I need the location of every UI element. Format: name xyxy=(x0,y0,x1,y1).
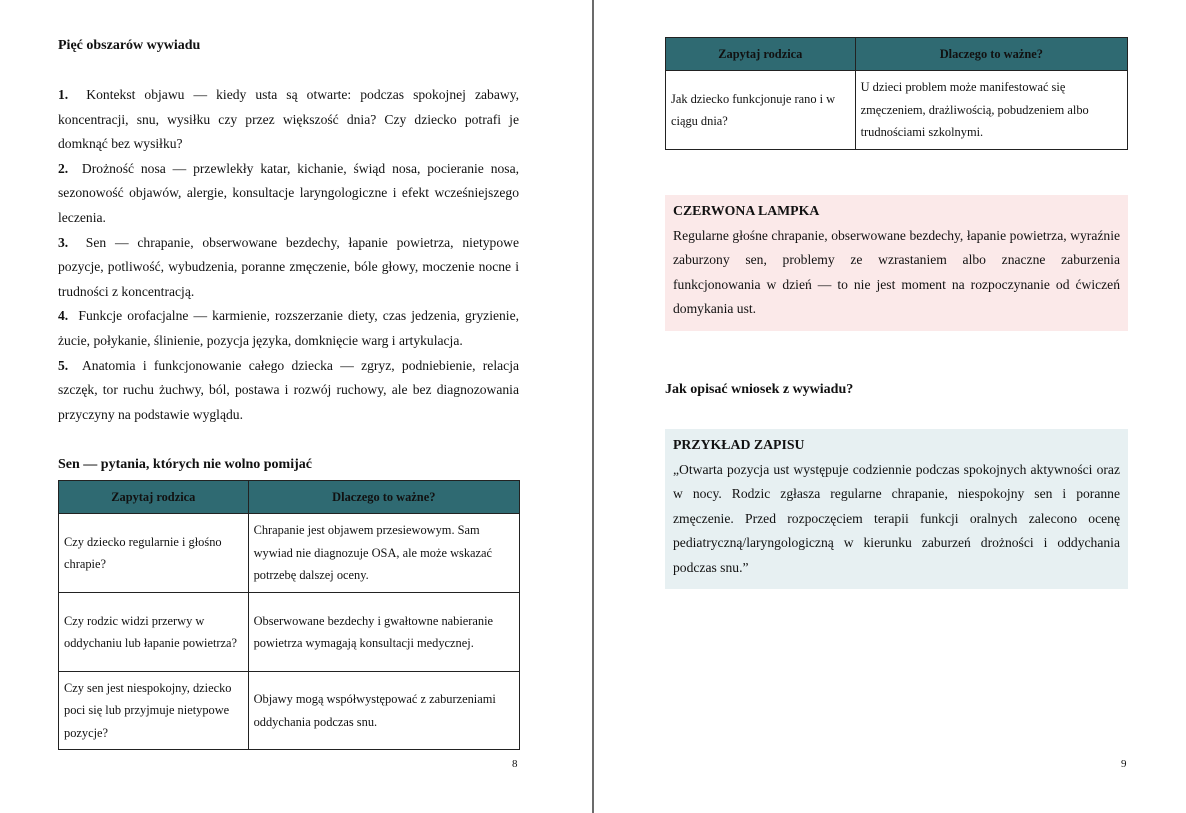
list-item-text: Sen — chrapanie, obserwowane bezdechy, łapanie powietrza, nietypowe pozycje, potliwość, wybudzenia, poranne zmęczenie, bóle głowy, moczenie nocne i trudności z koncentracją. xyxy=(58,234,519,299)
column-header: Dlaczego to ważne? xyxy=(248,481,519,514)
table-row xyxy=(59,593,520,672)
page-number: 8 xyxy=(512,758,518,770)
table-header-row xyxy=(59,481,520,514)
list-item-number: 3. xyxy=(58,234,69,250)
table-cell: Czy sen jest niespokojny, dziecko poci się lub przyjmuje nietypowe pozycje? xyxy=(59,672,249,750)
table-cell: Jak dziecko funkcjonuje rano i w ciągu dnia? xyxy=(666,71,856,150)
list-item-text: Drożność nosa — przewlekły katar, kichanie, świąd nosa, pocieranie nosa, sezonowość objawów, alergie, konsultacje laryngologiczne i efekt wcześniejszego leczenia. xyxy=(58,160,520,225)
example-note-title: PRZYKŁAD ZAPISU xyxy=(673,437,805,452)
sleep-questions-table xyxy=(58,480,520,750)
table-cell: U dzieci problem może manifestować się zmęczeniem, drażliwością, pobudzeniem albo trudnościami szkolnymi. xyxy=(855,71,1127,150)
example-note-text: „Otwarta pozycja ust występuje codziennie podczas spokojnych aktywności oraz w nocy. Rodzic zgłasza regularne chrapanie, niespokojny sen i poranne zmęczenie. Przed rozpoczęciem terapii funkcji oralnych zalecono ocenę pediatryczną/laryngologiczną w kierunku zaburzeń drożności i oddychania podczas snu.” xyxy=(673,461,1120,575)
heading-sleep-questions: Sen — pytania, których nie wolno pomijać xyxy=(58,457,312,472)
table-cell: Obserwowane bezdechy i gwałtowne nabieranie powietrza wymagają konsultacji medycznej. xyxy=(248,593,519,672)
heading-interview-areas: Pięć obszarów wywiadu xyxy=(58,38,201,53)
red-flag-box xyxy=(665,195,1128,331)
interview-areas-list xyxy=(58,83,519,427)
list-item xyxy=(58,304,519,353)
table-row xyxy=(666,71,1128,150)
example-note-box xyxy=(665,429,1128,589)
table-cell: Czy dziecko regularnie i głośno chrapie? xyxy=(59,514,249,593)
list-item xyxy=(58,157,519,231)
table-row xyxy=(59,672,520,750)
table-cell: Objawy mogą współwystępować z zaburzeniami oddychania podczas snu. xyxy=(248,672,519,750)
table-cell: Czy rodzic widzi przerwy w oddychaniu lub łapanie powietrza? xyxy=(59,593,249,672)
page-number: 9 xyxy=(1121,758,1127,770)
list-item-text: Funkcje orofacjalne — karmienie, rozszerzanie diety, czas jedzenia, gryzienie, żucie, połykanie, ślinienie, pozycja języka, domknięcie warg i artykulacja. xyxy=(58,308,520,348)
red-flag-text: Regularne głośne chrapanie, obserwowane bezdechy, łapanie powietrza, wyraźnie zaburzony sen, problemy ze wzrastaniem albo znaczne zaburzenia funkcjonowania w dzień — to nie jest moment na rozpoczynanie od ćwiczeń domykania ust. xyxy=(673,227,1120,317)
list-item-number: 5. xyxy=(58,357,69,373)
list-item xyxy=(58,231,519,305)
red-flag-title: CZERWONA LAMPKA xyxy=(673,203,820,218)
column-header: Dlaczego to ważne? xyxy=(855,38,1127,71)
list-item-text: Kontekst objawu — kiedy usta są otwarte: podczas spokojnej zabawy, koncentracji, snu, wysiłku czy przez większość dnia? Czy dziecko potrafi je domknąć bez wysiłku? xyxy=(58,87,520,152)
list-item-number: 2. xyxy=(58,160,69,176)
list-item-text: Anatomia i funkcjonowanie całego dziecka — zgryz, podniebienie, relacja szczęk, tor ruchu żuchwy, ból, postawa i rozwój ruchowy, ale bez diagnozowania przyczyny na podstawie wyglądu. xyxy=(58,357,519,422)
list-item xyxy=(58,354,519,428)
table-header-row xyxy=(666,38,1128,71)
heading-conclusion: Jak opisać wniosek z wywiadu? xyxy=(665,382,854,397)
column-header: Zapytaj rodzica xyxy=(666,38,856,71)
list-item xyxy=(58,83,519,157)
list-item-number: 4. xyxy=(58,308,69,324)
page-right xyxy=(594,0,1186,813)
table-row xyxy=(59,514,520,593)
page-left xyxy=(0,0,592,813)
column-header: Zapytaj rodzica xyxy=(59,481,249,514)
parent-questions-table xyxy=(665,37,1128,150)
list-item-number: 1. xyxy=(58,87,69,102)
table-cell: Chrapanie jest objawem przesiewowym. Sam wywiad nie diagnozuje OSA, ale może wskazać potrzebę dalszej oceny. xyxy=(248,514,519,593)
